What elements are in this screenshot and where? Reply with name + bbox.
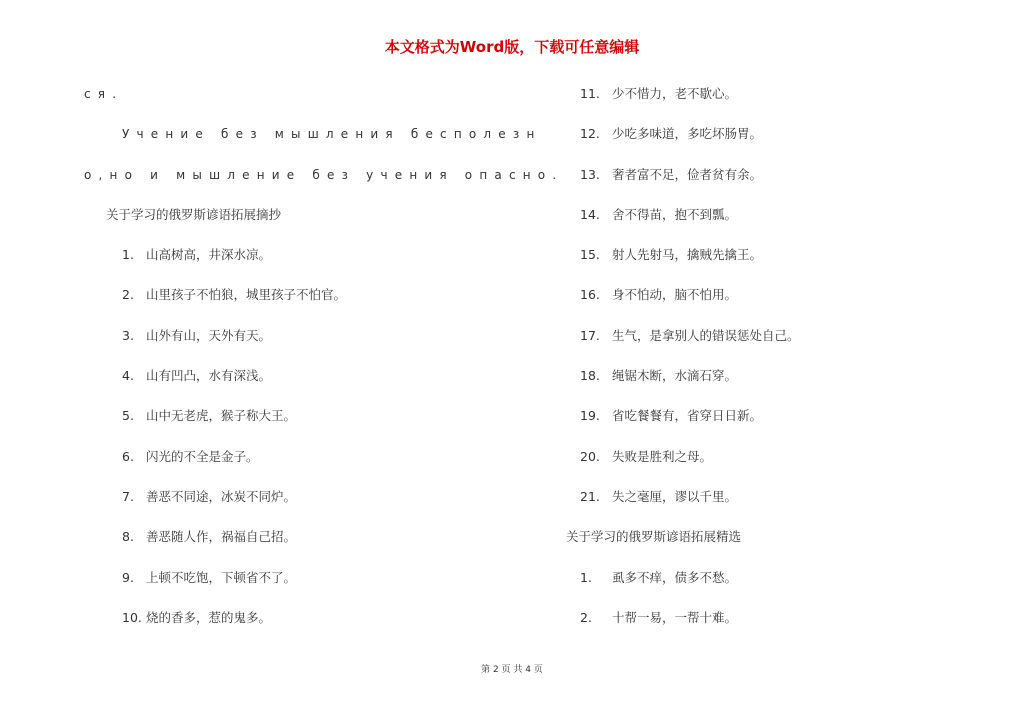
item-number: 17. <box>580 327 600 343</box>
list-item <box>84 445 514 485</box>
page-footer: 第 2 页 共 4 页 <box>481 665 543 675</box>
section-heading-selected: 关于学习的俄罗斯谚语拓展精选 <box>566 529 742 545</box>
item-text: 失败是胜利之母。 <box>611 448 712 464</box>
item-text: 虱多不痒，债多不愁。 <box>611 569 737 585</box>
item-text: 闪光的不全是金子。 <box>145 448 259 464</box>
item-text: 烧的香多，惹的鬼多。 <box>145 609 271 625</box>
item-number: 18. <box>580 368 600 384</box>
item-number: 8. <box>122 529 134 545</box>
item-number: 14. <box>580 206 600 222</box>
item-text: 少不惜力，老不歇心。 <box>611 86 737 101</box>
list-item <box>566 243 966 283</box>
list-item <box>566 82 966 122</box>
item-text: 射人先射马，擒贼先擒王。 <box>611 247 762 263</box>
item-number: 20. <box>580 448 600 464</box>
left-column <box>84 82 564 646</box>
list-item <box>84 324 514 364</box>
list-item <box>566 283 966 323</box>
item-number: 1. <box>122 247 134 263</box>
item-number: 10. <box>122 609 142 625</box>
item-number: 4. <box>122 368 134 384</box>
list-item <box>566 485 966 525</box>
item-number: 2. <box>122 287 134 303</box>
item-text: 生气，是拿别人的错误惩处自己。 <box>611 327 800 343</box>
item-text: 善恶不同途，冰炭不同炉。 <box>145 488 296 504</box>
item-number: 21. <box>580 488 600 504</box>
list-item <box>84 243 514 283</box>
item-text: 山高树高，井深水凉。 <box>145 247 271 263</box>
list-item <box>84 525 514 565</box>
item-number: 12. <box>580 126 600 142</box>
item-text: 失之毫厘，谬以千里。 <box>611 488 737 504</box>
item-number: 2. <box>580 609 592 625</box>
item-number: 19. <box>580 408 600 424</box>
cyrillic-quote-line-1: Учение без мышления бесполезн <box>122 127 542 142</box>
list-item <box>84 364 514 404</box>
item-text: 十帮一易，一帮十难。 <box>611 609 737 625</box>
list-item <box>84 283 514 323</box>
list-item <box>84 566 514 606</box>
document-banner: 本文格式为Word版，下载可任意编辑 <box>384 38 640 56</box>
list-item <box>566 163 966 203</box>
section-heading-excerpts: 关于学习的俄罗斯谚语拓展摘抄 <box>106 206 282 222</box>
item-text: 少吃多味道，多吃坏肠胃。 <box>611 126 762 142</box>
item-text: 省吃餐餐有，省穿日日新。 <box>611 408 762 424</box>
item-text: 山外有山，天外有天。 <box>145 327 271 343</box>
item-text: 绳锯木断，水滴石穿。 <box>611 368 737 384</box>
item-text: 身不怕动，脑不怕用。 <box>611 287 737 303</box>
item-number: 13. <box>580 166 600 182</box>
list-item <box>566 566 966 606</box>
item-number: 1. <box>580 569 592 585</box>
item-text: 舍不得苗，抱不到瓢。 <box>611 206 737 222</box>
item-text: 山有凹凸，水有深浅。 <box>145 368 271 384</box>
item-number: 5. <box>122 408 134 424</box>
right-column <box>566 82 966 646</box>
list-item <box>566 364 966 404</box>
list-item <box>566 404 966 444</box>
item-number: 11. <box>580 86 600 101</box>
list-item <box>84 606 514 646</box>
item-text: 上顿不吃饱，下顿省不了。 <box>145 569 296 585</box>
item-number: 15. <box>580 247 600 263</box>
item-number: 16. <box>580 287 600 303</box>
item-text: 山中无老虎，猴子称大王。 <box>145 408 296 424</box>
list-item <box>566 122 966 162</box>
list-item <box>566 445 966 485</box>
cyrillic-quote-line-2: о,но и мышление без учения опасно. <box>84 167 564 182</box>
list-item <box>566 203 966 243</box>
cyrillic-line-tail: ся. <box>84 87 124 101</box>
list-item <box>84 485 514 525</box>
item-text: 善恶随人作，祸福自己招。 <box>145 529 296 545</box>
item-number: 7. <box>122 488 134 504</box>
list-item <box>84 404 514 444</box>
item-number: 6. <box>122 448 134 464</box>
list-item <box>566 324 966 364</box>
item-number: 3. <box>122 327 134 343</box>
item-number: 9. <box>122 569 134 585</box>
list-item <box>566 606 966 646</box>
item-text: 山里孩子不怕狼，城里孩子不怕官。 <box>145 287 346 303</box>
item-text: 奢者富不足，俭者贫有余。 <box>611 166 762 182</box>
